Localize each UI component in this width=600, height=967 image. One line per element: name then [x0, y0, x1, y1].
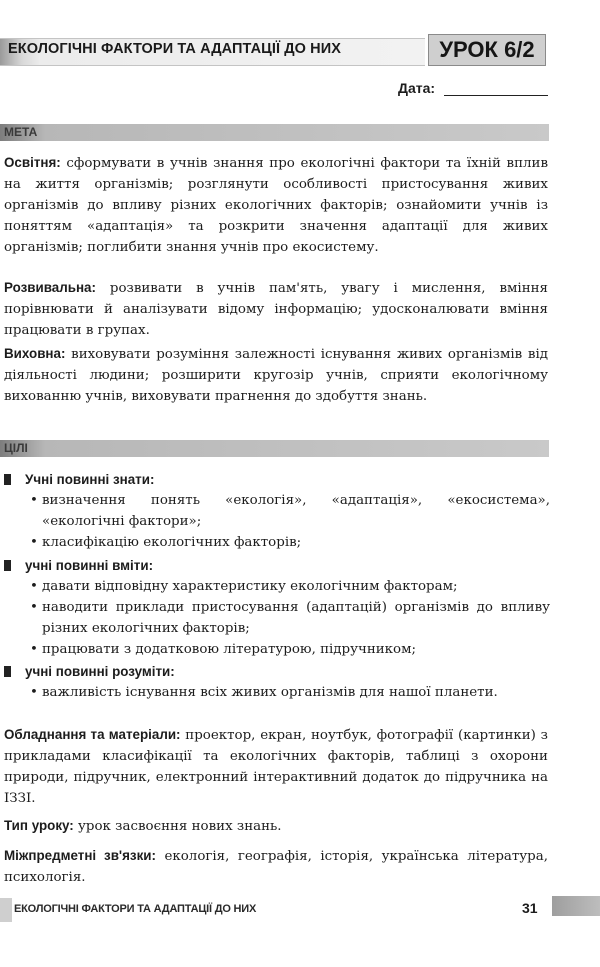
footer-right-tab — [552, 896, 600, 916]
equipment — [4, 724, 548, 809]
equipment-label: Обладнання та матеріали: — [4, 727, 181, 742]
can-list — [30, 576, 550, 660]
date-label: Дата: — [398, 80, 436, 96]
understand-heading: учні повинні розуміти: — [4, 662, 175, 682]
understand-list — [30, 682, 550, 703]
equipment-text: проектор, екран, ноутбук, фотографії (картинки) з прикладами класифікації та екологічних факторів, таблиці з охорони природи, підручник, електронний інтерактивний додаток до підручника на ІЗЗІ. — [4, 728, 548, 806]
interdisciplinary-links — [4, 845, 548, 888]
know-list — [30, 490, 550, 553]
upbringing-text: виховувати розуміння залежності існування живих організмів від діяльності людини; розширити кругозір учнів, сприяти екологічному вихованню учнів, виховувати прагнення до здобуття знань. — [4, 347, 548, 404]
development-label: Розвивальна: — [4, 280, 96, 295]
list-item: • класифікацію екологічних факторів; — [30, 532, 550, 553]
date-blank-line — [444, 95, 548, 96]
development-text: розвивати в учнів пам'ять, увагу і мислення, вміння порівнювати й аналізувати відому інформацію; удосконалювати вміння працювати в групах. — [4, 281, 548, 338]
list-item: • давати відповідну характеристику екологічним факторам; — [30, 576, 550, 597]
know-heading: Учні повинні знати: — [4, 470, 154, 490]
upbringing-goal — [4, 343, 548, 407]
education-goal — [4, 152, 548, 258]
links-text: екологія, географія, історія, українська література, психологія. — [4, 849, 548, 885]
square-bullet-icon — [4, 474, 11, 485]
can-heading: учні повинні вміти: — [4, 556, 153, 576]
lesson-badge — [428, 34, 546, 66]
footer-left-bar — [0, 898, 12, 922]
list-item: • визначення понять «екологія», «адаптація», «екосистема», «екологічні фактори»; — [30, 490, 550, 532]
footer-title: ЕКОЛОГІЧНІ ФАКТОРИ ТА АДАПТАЦІЇ ДО НИХ — [14, 903, 257, 915]
upbringing-label: Виховна: — [4, 346, 66, 361]
education-label: Освітня: — [4, 155, 61, 170]
square-bullet-icon — [4, 666, 11, 677]
section-bar-meta — [0, 124, 549, 141]
list-item: • працювати з додатковою літературою, підручником; — [30, 639, 550, 660]
section-bar-goals — [0, 440, 549, 457]
list-item: • наводити приклади пристосування (адаптацій) організмів до впливу різних екологічних факторів; — [30, 597, 550, 639]
lesson-type-text: урок засвоєння нових знань. — [78, 819, 282, 834]
lesson-type-label: Тип уроку: — [4, 818, 74, 833]
page-number: 31 — [522, 900, 538, 916]
list-item: • важливість існування всіх живих організмів для нашої планети. — [30, 682, 550, 703]
lesson-type — [4, 815, 548, 837]
education-text: сформувати в учнів знання про екологічні фактори та їхній вплив на життя організмів; розглянути особливості пристосування живих організмів до впливу різних екологічних факторів; ознайомити учнів із поняттям «адаптація» та розкрити значення адаптації для живих організмів; поглибити знання учнів про екосистему. — [4, 156, 548, 255]
links-label: Міжпредметні зв'язки: — [4, 848, 156, 863]
development-goal — [4, 277, 548, 341]
section-label-goals: ЦІЛІ — [4, 441, 28, 455]
page-title: ЕКОЛОГІЧНІ ФАКТОРИ ТА АДАПТАЦІЇ ДО НИХ — [8, 41, 342, 57]
lesson-number: УРОК 6/2 — [439, 37, 535, 62]
square-bullet-icon — [4, 560, 11, 571]
section-label-meta: МЕТА — [4, 125, 38, 139]
